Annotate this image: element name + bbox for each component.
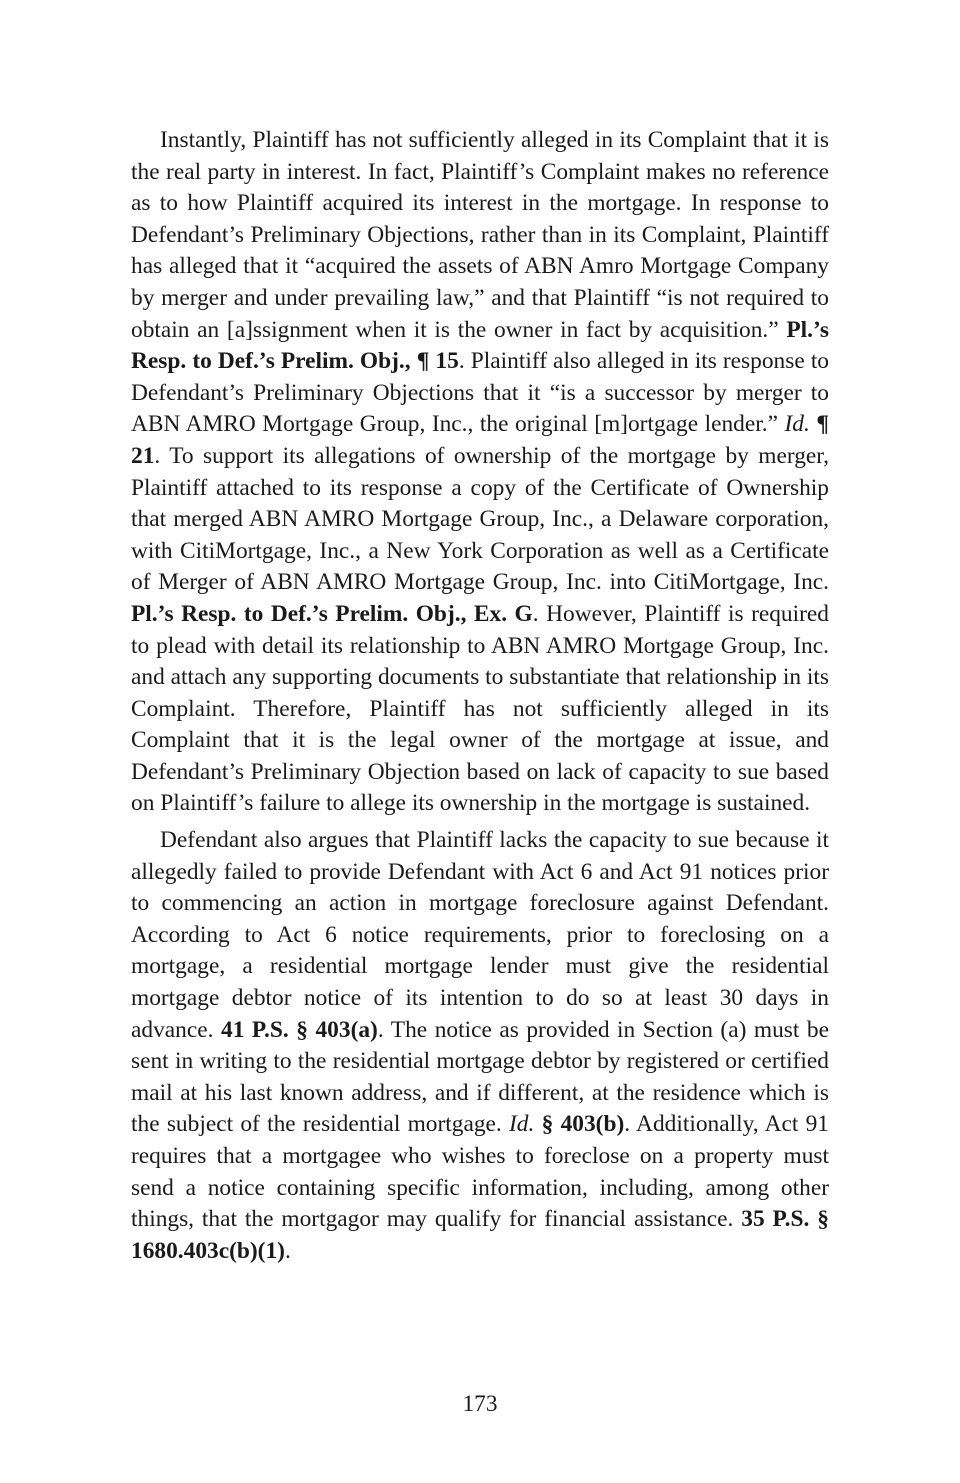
paragraph-1-text-c: . To support its allegations of ownership of the mortgage by merger, Plaintiff attached to its response a copy of the Certificate of Ownership that merged ABN AMRO Mortgage Group, Inc., a Delaware corporation, with CitiMortgage, Inc., a New York Corporation as well as a Certificate of Merger of ABN AMRO Mortgage Group, Inc. into CitiMortgage, Inc. xyxy=(131,442,829,596)
paragraph-2-text-c: . Additionally, Act 91 requires that a mortgagee who wishes to foreclose on a property must send a notice containing specific information, including, among other things, that the mortgagor may qualify for financial assistance. xyxy=(131,1111,830,1233)
citation-pl-resp-ex-g: Pl.’s Resp. to Def.’s Prelim. Obj., Ex. G xyxy=(131,600,533,627)
paragraph-1 xyxy=(131,125,829,820)
paragraph-1-text-a: Instantly, Plaintiff has not sufficiently alleged in its Complaint that it is the real party in interest. In fact, Plaintiff’s Complaint makes no reference as to how Plaintiff acquired its interest in the mortgage. In response to Defendant’s Preliminary Objections, rather than in its Complaint, Plaintiff has alleged that it “acquired the assets of ABN Amro Mortgage Company by merger and under prevailing law,” and that Plaintiff “is not required to obtain an [a]ssignment when it is the owner in fact by acquisition.” xyxy=(131,127,829,343)
citation-403b: § 403(b) xyxy=(541,1111,625,1138)
citation-id: Id. xyxy=(784,411,810,438)
citation-pl-resp-15: Pl.’s Resp. to Def.’s Prelim. Obj., ¶ 15 xyxy=(131,316,829,375)
citation-para-21: ¶ 21 xyxy=(131,411,829,469)
citation-35-ps-1680: 35 P.S. § 1680.403c(b)(1) xyxy=(131,1206,829,1264)
citation-id-2: Id. xyxy=(509,1111,535,1138)
paragraph-1-text-d: . However, Plaintiff is required to plead with detail its relationship to ABN AMRO Mortgage Group, Inc. and attach any supporting documents to substantiate that relationship in its Complaint. Therefore, Plaintiff has not sufficiently alleged in its Complaint that it is the legal owner of the mortgage at issue, and Defendant’s Preliminary Objection based on lack of capacity to sue based on Plaintiff’s failure to allege its ownership in the mortgage is sustained. xyxy=(131,600,829,817)
paragraph-2-text-a: Defendant also argues that Plaintiff lacks the capacity to sue because it allegedly failed to provide Defendant with Act 6 and Act 91 notices prior to commencing an action in mortgage foreclosure against Defendant. According to Act 6 notice requirements, prior to foreclosing on a mortgage, a residential mortgage lender must give the residential mortgage debtor notice of its intention to do so at least 30 days in advance. xyxy=(131,827,829,1043)
page-number: 173 xyxy=(462,1391,498,1417)
body-text xyxy=(131,125,829,1267)
paragraph-2-text-d: . xyxy=(284,1237,291,1264)
paragraph-2-text-b: . The notice as provided in Section (a) must be sent in writing to the residential mortgage debtor by registered or certified mail at his last known address, and if different, at the residence which is the subject of the residential mortgage. xyxy=(131,1016,829,1138)
paragraph-1-text-b: . Plaintiff also alleged in its response to Defendant’s Preliminary Objections that it “is a successor by merger to ABN AMRO Mortgage Group, Inc., the original [m]ortgage lender.” xyxy=(131,348,830,438)
paragraph-2 xyxy=(131,825,829,1267)
citation-41-ps-403a: 41 P.S. § 403(a) xyxy=(221,1016,378,1043)
